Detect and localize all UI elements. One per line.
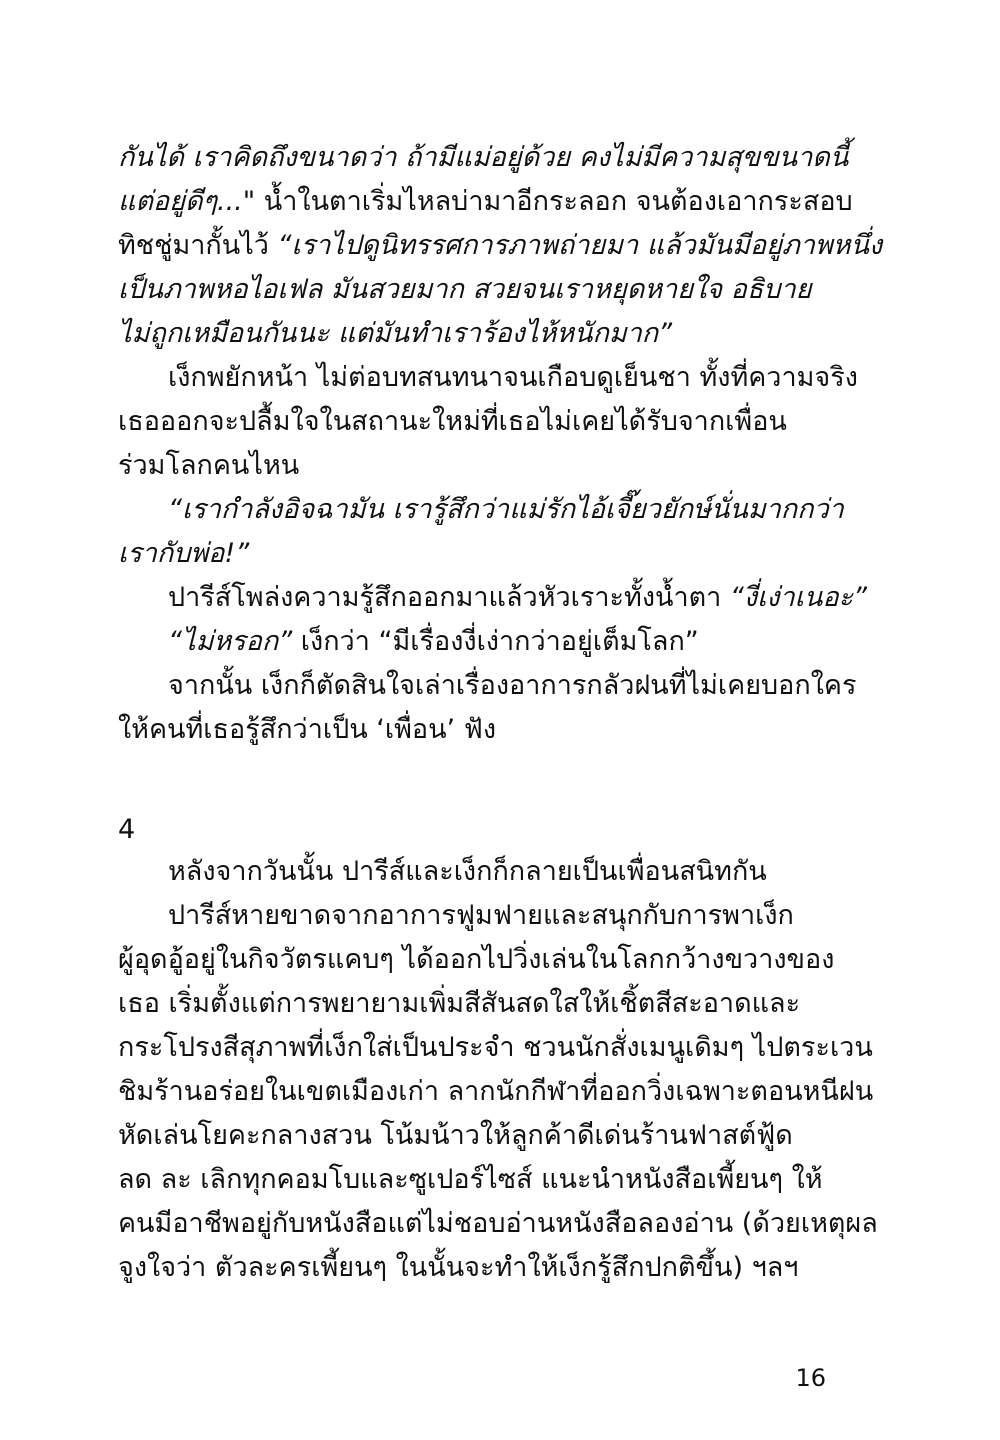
text-line (118, 270, 812, 310)
text-line (168, 578, 868, 618)
text-line (118, 1028, 873, 1068)
text-span: เง็กว่า “มีเรื่องงี่เง่ากว่าอยู่เต็มโลก” (292, 626, 699, 657)
text-line (118, 1248, 808, 1288)
text-span: แต่อยู่ดีๆ..." (118, 186, 256, 217)
text-span: “เราไปดูนิทรรศการภาพถ่ายมา แล้วมันมีอยู่ภาพหนึ่ง (277, 230, 883, 261)
text-span: น้ำในตาเริ่มไหลบ่ามาอีกระลอก จนต้องเอากระสอบ (255, 186, 853, 217)
text-line (168, 490, 844, 530)
text-line (168, 896, 808, 936)
text-span: คนมีอาชีพอยู่กับหนังสือแต่ไม่ชอบอ่านหนังสือลองอ่าน (ด้วยเหตุผล (118, 1208, 878, 1239)
text-line (118, 1072, 874, 1112)
text-line (118, 1116, 808, 1156)
text-span: ชิมร้านอร่อยในเขตเมืองเก่า ลากนักกีฬาที่ออกวิ่งเฉพาะตอนหนีฝน (118, 1076, 874, 1107)
text-span: จูงใจว่า ตัวละครเพี้ยนๆ ในนั้นจะทำให้เง็กรู้สึกปกติขึ้น) ฯลฯ (118, 1252, 799, 1283)
text-span: กระโปรงสีสุภาพที่เง็กใส่เป็นประจำ ชวนนักสั่งเมนูเดิมๆ ไปตระเวน (118, 1032, 873, 1063)
text-line (118, 710, 808, 750)
text-span: หลังจากวันนั้น ปารีส์และเง็กก็กลายเป็นเพื่อนสนิทกัน (168, 856, 767, 887)
text-line (118, 314, 808, 354)
text-span: หัดเล่นโยคะกลางสวน โน้มน้าวให้ลูกค้าดีเด่นร้านฟาสต์ฟู้ด (118, 1120, 793, 1151)
text-line (168, 666, 857, 706)
text-span: ลด ละ เลิกทุกคอมโบและซูเปอร์ไซส์ แนะนำหนังสือเพี้ยนๆ ให้ (118, 1164, 823, 1195)
text-line (118, 1160, 823, 1200)
text-span: เธอออกจะปลื้มใจในสถานะใหม่ที่เธอไม่เคยได้รับจากเพื่อน (118, 406, 787, 437)
text-line (118, 940, 835, 980)
section-number: 4 (118, 814, 136, 845)
text-span: เป็นภาพหอไอเฟล มันสวยมาก สวยจนเราหยุดหายใจ อธิบาย (118, 274, 812, 305)
text-span: ปารีส์โพล่งความรู้สึกออกมาแล้วหัวเราะทั้งน้ำตา (168, 582, 730, 613)
text-line (118, 984, 808, 1024)
text-line (168, 852, 808, 892)
text-span: ให้คนที่เธอรู้สึกว่าเป็น ‘เพื่อน’ ฟัง (118, 714, 497, 745)
text-span: จากนั้น เง็กก็ตัดสินใจเล่าเรื่องอาการกลัวฝนที่ไม่เคยบอกใคร (168, 670, 857, 701)
text-span: “งี่เง่าเนอะ” (729, 582, 868, 613)
text-span: เธอ เริ่มตั้งแต่การพยายามเพิ่มสีสันสดใสให้เชิ้ตสีสะอาดและ (118, 988, 801, 1019)
text-line (118, 1204, 878, 1244)
text-line (118, 182, 853, 222)
page-number: 16 (795, 1364, 826, 1392)
text-span: “ไม่หรอก” (168, 626, 293, 657)
text-line (118, 226, 883, 266)
text-span: “เรากำลังอิจฉามัน เรารู้สึกว่าแม่รักไอ้เจี๊ยวยักษ์นั่นมากกว่า (168, 494, 844, 525)
text-span: ทิชชู่มากั้นไว้ (118, 230, 278, 261)
text-span: เง็กพยักหน้า ไม่ต่อบทสนทนาจนเกือบดูเย็นชา ทั้งที่ความจริง (168, 362, 858, 393)
text-line (118, 446, 808, 486)
text-line (168, 358, 858, 398)
text-span: ปารีส์หายขาดจากอาการฟูมฟายและสนุกกับการพาเง็ก (168, 900, 794, 931)
text-line (118, 534, 808, 574)
text-line (118, 138, 849, 178)
text-span: ไม่ถูกเหมือนกันนะ แต่มันทำเราร้องไห้หนักมาก” (118, 318, 673, 349)
text-line (168, 622, 808, 662)
text-line (118, 402, 808, 442)
text-span: กันได้ เราคิดถึงขนาดว่า ถ้ามีแม่อยู่ด้วย คงไม่มีความสุขขนาดนี้ (118, 142, 849, 173)
text-span: ผู้อุดอู้อยู่ในกิจวัตรแคบๆ ได้ออกไปวิ่งเล่นในโลกกว้างขวางของ (118, 944, 835, 975)
text-span: ร่วมโลกคนไหน (118, 450, 300, 481)
text-span: เรากับพ่อ!” (118, 538, 250, 569)
